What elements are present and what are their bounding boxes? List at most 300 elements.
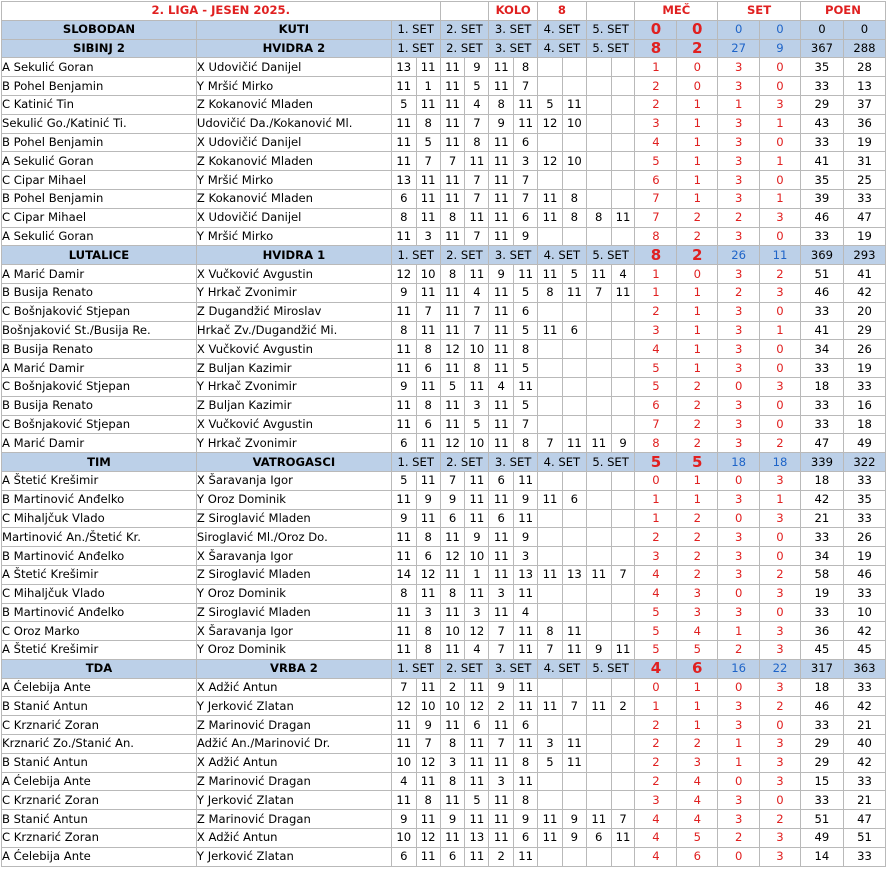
set-score xyxy=(611,133,635,152)
sets-total-away: 9 xyxy=(760,39,801,58)
home-team-name: SIBINJ 2 xyxy=(2,39,197,58)
home-player: A Štetić Krešimir xyxy=(2,471,197,490)
set-score: 11 xyxy=(391,603,416,622)
set-score xyxy=(586,791,611,810)
game-points-home: 29 xyxy=(800,753,843,772)
game-row xyxy=(2,678,886,697)
set-score: 11 xyxy=(391,735,416,754)
game-points-away: 19 xyxy=(843,359,885,378)
set-score: 11 xyxy=(514,114,538,133)
set-score: 11 xyxy=(489,321,514,340)
game-points-away: 40 xyxy=(843,735,885,754)
running-match-home: 2 xyxy=(635,716,677,735)
set-score: 1 xyxy=(465,565,489,584)
game-sets-home: 3 xyxy=(718,810,760,829)
set-score: 11 xyxy=(465,377,489,396)
match-score-home: 8 xyxy=(635,39,677,58)
set-score: 11 xyxy=(416,847,440,866)
set-score xyxy=(611,415,635,434)
set-score xyxy=(611,753,635,772)
game-sets-home: 1 xyxy=(718,735,760,754)
game-points-away: 33 xyxy=(843,678,885,697)
running-match-home: 2 xyxy=(635,735,677,754)
set-score: 6 xyxy=(440,509,465,528)
set-score: 11 xyxy=(391,152,416,171)
points-total-home: 339 xyxy=(800,453,843,472)
running-match-away: 1 xyxy=(677,697,718,716)
set-score xyxy=(562,171,586,190)
set-score xyxy=(538,227,563,246)
set-score: 12 xyxy=(440,547,465,566)
set-score: 11 xyxy=(391,622,416,641)
set-score: 11 xyxy=(440,641,465,660)
home-player: B Busija Renato xyxy=(2,340,197,359)
set-score: 9 xyxy=(562,810,586,829)
sets-total-away: 22 xyxy=(760,659,801,678)
set-score xyxy=(611,772,635,791)
game-points-away: 20 xyxy=(843,302,885,321)
set-score: 4 xyxy=(465,283,489,302)
set-score xyxy=(538,584,563,603)
set-score: 9 xyxy=(489,265,514,284)
set-score xyxy=(562,547,586,566)
running-match-home: 3 xyxy=(635,791,677,810)
game-sets-away: 0 xyxy=(760,171,801,190)
set-score: 5 xyxy=(514,321,538,340)
game-sets-away: 0 xyxy=(760,603,801,622)
running-match-home: 0 xyxy=(635,471,677,490)
running-match-away: 4 xyxy=(677,622,718,641)
summary-away: KUTI xyxy=(196,20,391,39)
away-player: Z Marinović Dragan xyxy=(196,810,391,829)
game-points-away: 19 xyxy=(843,227,885,246)
set-score: 7 xyxy=(440,152,465,171)
set-score xyxy=(611,321,635,340)
set-score: 11 xyxy=(465,471,489,490)
game-sets-away: 0 xyxy=(760,528,801,547)
game-sets-away: 3 xyxy=(760,283,801,302)
set-score: 3 xyxy=(514,547,538,566)
running-match-away: 1 xyxy=(677,114,718,133)
set-score: 5 xyxy=(465,791,489,810)
set-score xyxy=(538,415,563,434)
team-header-row xyxy=(2,39,886,58)
game-row xyxy=(2,434,886,453)
set-score: 12 xyxy=(391,265,416,284)
game-points-away: 13 xyxy=(843,77,885,96)
set-score: 11 xyxy=(489,152,514,171)
game-sets-home: 3 xyxy=(718,340,760,359)
set-score: 9 xyxy=(489,114,514,133)
set-score: 6 xyxy=(440,847,465,866)
match-score-away: 2 xyxy=(677,246,718,265)
game-row xyxy=(2,359,886,378)
game-sets-away: 1 xyxy=(760,114,801,133)
game-row xyxy=(2,509,886,528)
kolo-value: 8 xyxy=(538,2,587,21)
set-score: 7 xyxy=(440,471,465,490)
set-score xyxy=(538,603,563,622)
game-sets-away: 2 xyxy=(760,697,801,716)
set-score xyxy=(538,359,563,378)
game-sets-home: 3 xyxy=(718,528,760,547)
set-2-label: 2. SET xyxy=(440,246,489,265)
game-row xyxy=(2,622,886,641)
running-match-home: 1 xyxy=(635,509,677,528)
set-score xyxy=(562,302,586,321)
game-points-away: 21 xyxy=(843,791,885,810)
set-score: 11 xyxy=(489,753,514,772)
set-5-label: 5. SET xyxy=(586,39,635,58)
set-score: 11 xyxy=(416,189,440,208)
home-player: Krznarić Zo./Stanić An. xyxy=(2,735,197,754)
set-score: 11 xyxy=(489,283,514,302)
set-score: 10 xyxy=(391,829,416,848)
running-match-home: 1 xyxy=(635,490,677,509)
set-score: 11 xyxy=(562,95,586,114)
set-score: 11 xyxy=(391,547,416,566)
kolo-label: KOLO xyxy=(489,2,538,21)
set-score xyxy=(611,189,635,208)
set-score: 7 xyxy=(416,735,440,754)
game-sets-away: 3 xyxy=(760,772,801,791)
running-match-home: 2 xyxy=(635,77,677,96)
set-1-label: 1. SET xyxy=(391,246,440,265)
game-points-home: 14 xyxy=(800,847,843,866)
home-player: Martinović An./Štetić Kr. xyxy=(2,528,197,547)
home-player: B Pohel Benjamin xyxy=(2,133,197,152)
set-score: 8 xyxy=(440,265,465,284)
set-score: 11 xyxy=(416,810,440,829)
set-score xyxy=(538,171,563,190)
set-score: 9 xyxy=(562,829,586,848)
set-score: 11 xyxy=(391,716,416,735)
set-score: 6 xyxy=(391,189,416,208)
points-total-away: 322 xyxy=(843,453,885,472)
set-score: 8 xyxy=(391,321,416,340)
game-points-away: 37 xyxy=(843,95,885,114)
running-match-away: 0 xyxy=(677,77,718,96)
game-points-home: 46 xyxy=(800,697,843,716)
running-match-away: 2 xyxy=(677,227,718,246)
set-score: 6 xyxy=(391,434,416,453)
set-score: 11 xyxy=(489,171,514,190)
set-score: 9 xyxy=(416,490,440,509)
set-score: 11 xyxy=(489,490,514,509)
game-points-away: 19 xyxy=(843,547,885,566)
set-score xyxy=(611,95,635,114)
set-score: 11 xyxy=(611,829,635,848)
game-points-home: 36 xyxy=(800,622,843,641)
game-points-home: 39 xyxy=(800,189,843,208)
game-sets-away: 2 xyxy=(760,565,801,584)
game-sets-away: 2 xyxy=(760,434,801,453)
set-score xyxy=(611,377,635,396)
set-score: 11 xyxy=(440,415,465,434)
set-score: 9 xyxy=(489,678,514,697)
header-filler xyxy=(440,2,489,21)
set-score xyxy=(562,359,586,378)
game-row xyxy=(2,340,886,359)
running-match-away: 2 xyxy=(677,547,718,566)
game-sets-home: 1 xyxy=(718,753,760,772)
running-match-home: 1 xyxy=(635,697,677,716)
set-score: 6 xyxy=(514,208,538,227)
set-score: 11 xyxy=(514,377,538,396)
running-match-away: 2 xyxy=(677,735,718,754)
set-score: 8 xyxy=(489,95,514,114)
set-score: 11 xyxy=(416,678,440,697)
set-score: 11 xyxy=(514,735,538,754)
game-points-away: 16 xyxy=(843,396,885,415)
set-score: 5 xyxy=(562,265,586,284)
away-player: X Adžić Antun xyxy=(196,678,391,697)
set-score: 11 xyxy=(489,340,514,359)
home-player: A Marić Damir xyxy=(2,265,197,284)
set-score: 12 xyxy=(440,434,465,453)
game-row xyxy=(2,227,886,246)
game-row xyxy=(2,547,886,566)
set-score: 12 xyxy=(416,753,440,772)
set-score: 11 xyxy=(440,227,465,246)
away-player: Y Mršić Mirko xyxy=(196,227,391,246)
set-score: 7 xyxy=(465,227,489,246)
set-score: 11 xyxy=(440,302,465,321)
game-points-home: 18 xyxy=(800,377,843,396)
set-score xyxy=(586,753,611,772)
away-player: Z Kokanović Mladen xyxy=(196,95,391,114)
running-match-home: 2 xyxy=(635,95,677,114)
game-sets-away: 3 xyxy=(760,208,801,227)
away-player: X Šaravanja Igor xyxy=(196,622,391,641)
set-score: 10 xyxy=(440,622,465,641)
home-player: B Stanić Antun xyxy=(2,810,197,829)
away-player: Y Hrkač Zvonimir xyxy=(196,434,391,453)
running-match-away: 1 xyxy=(677,678,718,697)
home-player: A Štetić Krešimir xyxy=(2,641,197,660)
running-match-away: 2 xyxy=(677,528,718,547)
running-match-home: 4 xyxy=(635,847,677,866)
set-score: 3 xyxy=(416,603,440,622)
set-score: 12 xyxy=(391,697,416,716)
game-row xyxy=(2,77,886,96)
game-points-home: 41 xyxy=(800,152,843,171)
set-score: 9 xyxy=(514,810,538,829)
set-score: 11 xyxy=(489,547,514,566)
game-row xyxy=(2,283,886,302)
running-match-home: 5 xyxy=(635,603,677,622)
game-points-away: 47 xyxy=(843,810,885,829)
set-score xyxy=(611,584,635,603)
game-points-home: 21 xyxy=(800,509,843,528)
game-points-away: 51 xyxy=(843,829,885,848)
set-score: 6 xyxy=(514,716,538,735)
game-sets-home: 0 xyxy=(718,584,760,603)
running-match-home: 5 xyxy=(635,622,677,641)
game-points-away: 42 xyxy=(843,753,885,772)
set-score: 9 xyxy=(465,58,489,77)
away-player: Z Kokanović Mladen xyxy=(196,189,391,208)
away-player: X Šaravanja Igor xyxy=(196,471,391,490)
set-score: 11 xyxy=(440,189,465,208)
match-score-home: 5 xyxy=(635,453,677,472)
game-points-away: 35 xyxy=(843,490,885,509)
set-score xyxy=(586,377,611,396)
team-header-row xyxy=(2,659,886,678)
game-sets-away: 0 xyxy=(760,227,801,246)
set-score: 8 xyxy=(514,753,538,772)
game-sets-away: 3 xyxy=(760,584,801,603)
running-match-home: 1 xyxy=(635,265,677,284)
set-score: 11 xyxy=(489,58,514,77)
running-match-home: 2 xyxy=(635,772,677,791)
running-match-home: 6 xyxy=(635,396,677,415)
set-score: 4 xyxy=(611,265,635,284)
set-score: 6 xyxy=(562,490,586,509)
game-sets-away: 0 xyxy=(760,547,801,566)
set-score: 11 xyxy=(538,810,563,829)
set-5-label: 5. SET xyxy=(586,453,635,472)
away-player: Y Oroz Dominik xyxy=(196,641,391,660)
set-1-label: 1. SET xyxy=(391,453,440,472)
set-score: 11 xyxy=(562,641,586,660)
summary-home: SLOBODAN xyxy=(2,20,197,39)
set-score: 11 xyxy=(489,716,514,735)
game-points-home: 42 xyxy=(800,490,843,509)
away-player: Y Oroz Dominik xyxy=(196,490,391,509)
home-player: C Oroz Marko xyxy=(2,622,197,641)
game-sets-away: 0 xyxy=(760,302,801,321)
running-match-home: 5 xyxy=(635,377,677,396)
summary-poen-home: 0 xyxy=(800,20,843,39)
game-row xyxy=(2,302,886,321)
away-player: X Vučković Avgustin xyxy=(196,415,391,434)
set-score: 11 xyxy=(391,114,416,133)
game-sets-away: 0 xyxy=(760,791,801,810)
set-score: 9 xyxy=(440,490,465,509)
running-match-away: 1 xyxy=(677,302,718,321)
away-team-name: HVIDRA 1 xyxy=(196,246,391,265)
summary-set-1: 1. SET xyxy=(391,20,440,39)
set-score: 8 xyxy=(440,584,465,603)
home-player: B Martinović Anđelko xyxy=(2,547,197,566)
running-match-away: 1 xyxy=(677,152,718,171)
game-sets-away: 0 xyxy=(760,396,801,415)
running-match-away: 6 xyxy=(677,847,718,866)
game-points-home: 46 xyxy=(800,208,843,227)
game-sets-home: 3 xyxy=(718,603,760,622)
game-row xyxy=(2,208,886,227)
set-score: 8 xyxy=(440,772,465,791)
set-score: 6 xyxy=(416,547,440,566)
set-score xyxy=(586,95,611,114)
set-score: 8 xyxy=(586,208,611,227)
set-2-label: 2. SET xyxy=(440,659,489,678)
set-score xyxy=(611,847,635,866)
set-3-label: 3. SET xyxy=(489,39,538,58)
set-score: 11 xyxy=(514,847,538,866)
set-score xyxy=(538,509,563,528)
set-4-label: 4. SET xyxy=(538,246,587,265)
team-header-row xyxy=(2,246,886,265)
running-match-away: 5 xyxy=(677,829,718,848)
set-score: 13 xyxy=(562,565,586,584)
set-score: 12 xyxy=(465,697,489,716)
set-score xyxy=(611,471,635,490)
running-match-home: 5 xyxy=(635,152,677,171)
set-score xyxy=(586,622,611,641)
set-score: 11 xyxy=(391,415,416,434)
away-player: Y Jerković Zlatan xyxy=(196,847,391,866)
set-score xyxy=(538,678,563,697)
set-score: 12 xyxy=(416,829,440,848)
game-points-away: 25 xyxy=(843,171,885,190)
game-points-away: 33 xyxy=(843,584,885,603)
game-sets-home: 3 xyxy=(718,490,760,509)
set-score: 11 xyxy=(465,584,489,603)
set-score xyxy=(586,716,611,735)
running-match-home: 5 xyxy=(635,641,677,660)
game-sets-away: 3 xyxy=(760,95,801,114)
game-points-home: 35 xyxy=(800,171,843,190)
set-score: 11 xyxy=(440,171,465,190)
game-sets-home: 0 xyxy=(718,509,760,528)
set-score: 11 xyxy=(514,265,538,284)
home-player: A Ćelebija Ante xyxy=(2,772,197,791)
away-player: X Adžić Antun xyxy=(196,753,391,772)
set-score xyxy=(611,547,635,566)
running-match-away: 4 xyxy=(677,810,718,829)
set-score xyxy=(538,716,563,735)
game-sets-away: 3 xyxy=(760,735,801,754)
game-row xyxy=(2,471,886,490)
set-score: 11 xyxy=(391,641,416,660)
set-score: 11 xyxy=(465,490,489,509)
set-score: 11 xyxy=(514,678,538,697)
game-row xyxy=(2,490,886,509)
set-score xyxy=(562,509,586,528)
game-sets-away: 3 xyxy=(760,471,801,490)
set-5-label: 5. SET xyxy=(586,659,635,678)
set-score: 9 xyxy=(391,810,416,829)
set-score: 11 xyxy=(489,829,514,848)
set-score: 2 xyxy=(440,678,465,697)
set-score: 6 xyxy=(489,509,514,528)
set-score xyxy=(562,584,586,603)
game-points-away: 18 xyxy=(843,415,885,434)
game-sets-away: 3 xyxy=(760,509,801,528)
set-score: 10 xyxy=(416,265,440,284)
set-score: 11 xyxy=(562,434,586,453)
set-score xyxy=(586,735,611,754)
set-score: 7 xyxy=(489,735,514,754)
game-row xyxy=(2,189,886,208)
set-score: 1 xyxy=(416,77,440,96)
set-score: 11 xyxy=(416,434,440,453)
set-score: 8 xyxy=(391,208,416,227)
sets-total-home: 26 xyxy=(718,246,760,265)
set-score xyxy=(562,377,586,396)
set-score: 11 xyxy=(440,359,465,378)
set-score xyxy=(562,772,586,791)
away-player: Y Hrkač Zvonimir xyxy=(196,377,391,396)
game-sets-home: 3 xyxy=(718,415,760,434)
home-player: C Mihaljčuk Vlado xyxy=(2,509,197,528)
set-4-label: 4. SET xyxy=(538,453,587,472)
game-points-home: 33 xyxy=(800,528,843,547)
set-score: 4 xyxy=(465,95,489,114)
set-score xyxy=(611,171,635,190)
